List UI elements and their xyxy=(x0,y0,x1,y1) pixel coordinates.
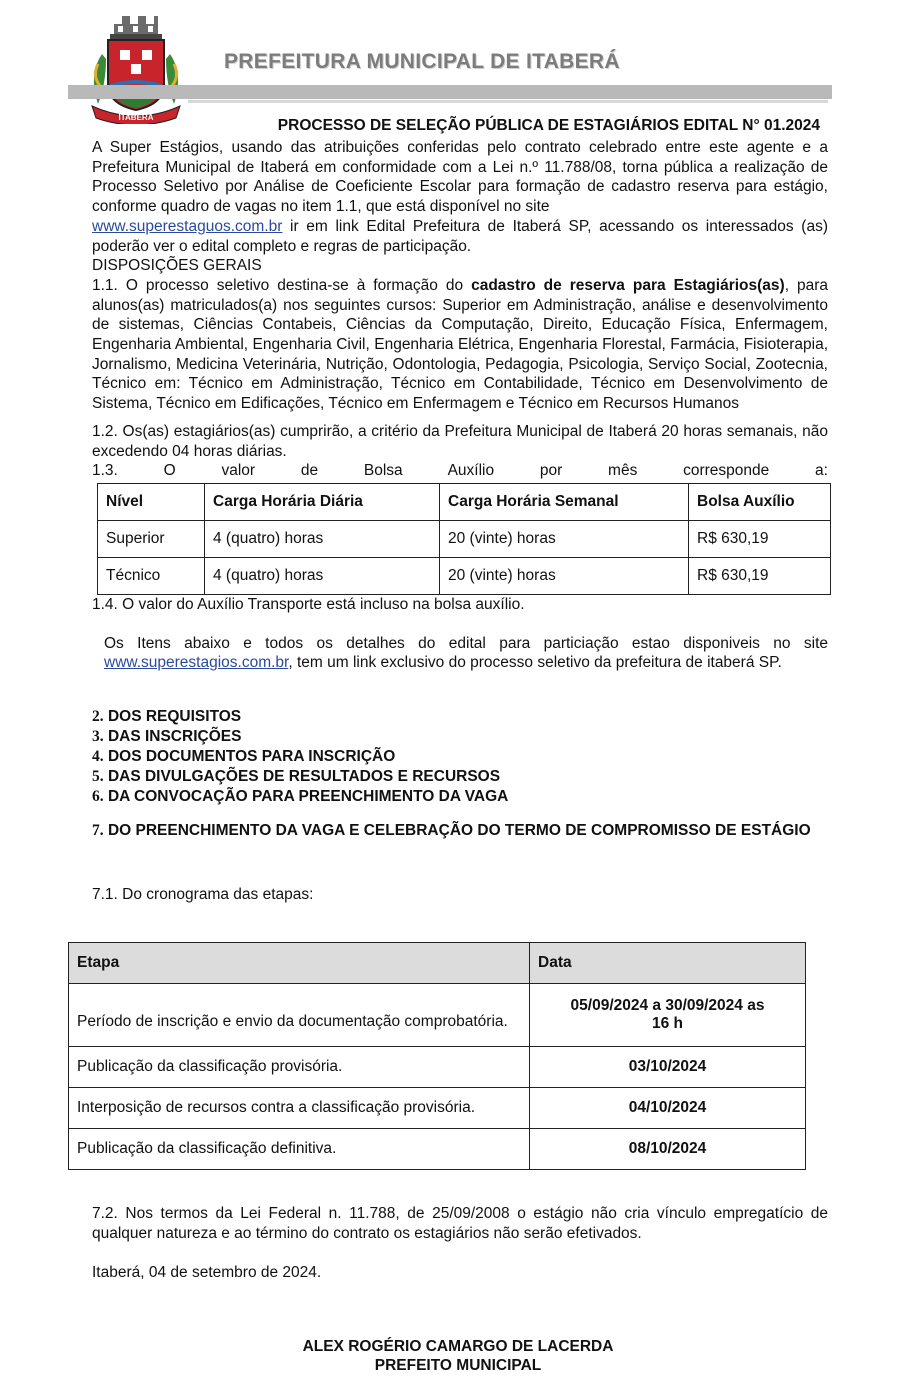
section-number: 2. xyxy=(92,708,104,726)
table-cell-date: 05/09/2024 a 30/09/2024 as 16 h xyxy=(530,984,806,1047)
table-cell: Publicação da classificação definitiva. xyxy=(69,1129,530,1170)
signatory-name: ALEX ROGÉRIO CAMARGO DE LACERDA xyxy=(302,1338,614,1355)
item-1-1 xyxy=(92,276,828,414)
bolsa-header-cell: Bolsa Auxílio xyxy=(689,483,831,520)
item-7-1: 7.1. Do cronograma das etapas: xyxy=(92,886,314,904)
section-7-heading xyxy=(92,821,828,841)
table-cell: Período de inscrição e envio da documentação comprobatória. xyxy=(69,984,530,1047)
intro-text-a: A Super Estágios, usando das atribuições conferidas pelo contrato celebrado entre este agente e a Prefeitura Municipal de Itaberá em conformidade com a Lei n.º 11.788/08, torna pública a realização de Processo Seletivo por Análise de Coeficiente Escolar para formação de cadastro reserva para estágio, conforme quadro de vagas no item 1.1, que está disponível no site xyxy=(92,139,828,216)
itens-note xyxy=(92,634,828,673)
table-cell: R$ 630,19 xyxy=(689,520,831,557)
table-cell: 20 (vinte) horas xyxy=(440,557,689,594)
table-row xyxy=(69,1088,806,1129)
table-cell: Interposição de recursos contra a classificação provisória. xyxy=(69,1088,530,1129)
section-item xyxy=(92,747,828,767)
table-cell-date: 08/10/2024 xyxy=(530,1129,806,1170)
intro-text-b: ir em link Edital Prefeitura de Itaberá SP, acessando os interessados (as) poderão ver o edital completo e regras de participação. xyxy=(92,217,828,255)
site-link-2[interactable]: www.superestagios.com.br xyxy=(104,654,289,672)
section-item xyxy=(92,767,828,787)
section-number: 3. xyxy=(92,728,104,746)
cronograma-header-cell: Data xyxy=(530,943,806,984)
table-cell: 4 (quatro) horas xyxy=(205,557,440,594)
table-cell: 20 (vinte) horas xyxy=(440,520,689,557)
table-row xyxy=(69,984,806,1047)
signature-block xyxy=(0,1337,916,1375)
closing-block xyxy=(92,1204,828,1283)
section-heading-disposicoes: DISPOSIÇÕES GERAIS xyxy=(92,257,262,275)
section-number: 4. xyxy=(92,748,104,766)
table-row xyxy=(98,557,831,594)
bolsa-header-cell: Nível xyxy=(98,483,205,520)
edital-title: PROCESSO DE SELEÇÃO PÚBLICA DE ESTAGIÁRIOS EDITAL N° 01.2024 xyxy=(277,117,820,134)
place-date: Itaberá, 04 de setembro de 2024. xyxy=(92,1264,322,1282)
org-title: PREFEITURA MUNICIPAL DE ITABERÁ xyxy=(224,50,620,73)
table-cell-date: 03/10/2024 xyxy=(530,1047,806,1088)
section-number: 5. xyxy=(92,768,104,786)
section-number: 6. xyxy=(92,788,104,806)
bolsa-table-header xyxy=(98,483,831,520)
document-body xyxy=(92,138,828,905)
bolsa-header-cell: Carga Horária Semanal xyxy=(440,483,689,520)
section-item xyxy=(92,727,828,747)
item-1-1-text-a: 1.1. O processo seletivo destina-se à formação do xyxy=(92,276,472,294)
table-cell: Superior xyxy=(98,520,205,557)
section-title: DOS REQUISITOS xyxy=(107,708,242,726)
signatory-role: PREFEITO MUNICIPAL xyxy=(374,1357,542,1374)
section-title: DO PREENCHIMENTO DA VAGA E CELEBRAÇÃO DO TERMO DE COMPROMISSO DE ESTÁGIO xyxy=(107,822,811,840)
table-cell: Publicação da classificação provisória. xyxy=(69,1047,530,1088)
cronograma-header-cell: Etapa xyxy=(69,943,530,984)
table-row xyxy=(69,1129,806,1170)
item-1-2: 1.2. Os(as) estagiários(as) cumprirão, a critério da Prefeitura Municipal de Itaberá 20 horas semanais, não excedendo 04 horas diárias. xyxy=(92,422,828,460)
table-row xyxy=(69,1047,806,1088)
coat-of-arms-logo xyxy=(84,14,188,124)
bolsa-table xyxy=(97,483,831,595)
header-band-shadow xyxy=(188,100,828,103)
section-title: DA CONVOCAÇÃO PARA PREENCHIMENTO DA VAGA xyxy=(107,788,509,806)
cronograma-header xyxy=(69,943,806,984)
item-1-1-text-b: , para alunos(as) matriculados(a) nos seguintes cursos: Superior em Administração, análise e desenvolvimento de sistemas, Ciências Contabeis, Ciências da Computação, Direito, Educação Física, Enfermagem, Engenharia Ambiental, Engenharia Civil, Engenharia Elétrica, Engenharia Florestal, Farmácia, Fisioterapia, Jornalismo, Medicina Veterinária, Nutrição, Odontologia, Pedagogia, Psicologia, Serviço Social, Zootecnia, Técnico em: Técnico em Administração, Técnico em Contabilidade, Técnico em Desenvolvimento de Sistema, Técnico em Edificações, Técnico em Enfermagem e Técnico em Recursos Humanos xyxy=(92,276,828,413)
section-list xyxy=(92,707,828,807)
table-row xyxy=(98,520,831,557)
crest-ribbon-text: ITABERÁ xyxy=(118,113,154,122)
site-link[interactable]: www.superestaguos.com.br xyxy=(92,217,283,235)
table-cell: R$ 630,19 xyxy=(689,557,831,594)
item-1-3: 1.3. O valor de Bolsa Auxílio por mês corresponde a: xyxy=(92,462,828,480)
section-item xyxy=(92,707,828,727)
item-1-4: 1.4. O valor do Auxílio Transporte está incluso na bolsa auxílio. xyxy=(92,595,525,613)
item-7-2: 7.2. Nos termos da Lei Federal n. 11.788, de 25/09/2008 o estágio não cria vínculo empregatício de qualquer natureza e ao término do contrato os estagiários não serão efetivados. xyxy=(92,1205,828,1242)
itens-note-text-b: , tem um link exclusivo do processo seletivo da prefeitura de itaberá SP. xyxy=(288,654,782,672)
itens-note-text-a: Os Itens abaixo e todos os detalhes do edital para particiação estao disponiveis no site xyxy=(104,634,828,652)
section-number: 7. xyxy=(92,822,104,840)
section-item xyxy=(92,787,828,807)
table-cell-date: 04/10/2024 xyxy=(530,1088,806,1129)
section-title: DOS DOCUMENTOS PARA INSCRIÇÃO xyxy=(107,748,396,766)
bolsa-header-cell: Carga Horária Diária xyxy=(205,483,440,520)
table-cell: Técnico xyxy=(98,557,205,594)
header-band xyxy=(68,85,832,99)
table-cell: 4 (quatro) horas xyxy=(205,520,440,557)
intro-paragraph xyxy=(92,138,828,256)
section-title: DAS DIVULGAÇÕES DE RESULTADOS E RECURSOS xyxy=(107,768,501,786)
cronograma-table xyxy=(68,942,806,1170)
item-1-1-bold: cadastro de reserva para Estagiários(as) xyxy=(471,276,785,294)
section-title: DAS INSCRIÇÕES xyxy=(107,728,242,746)
